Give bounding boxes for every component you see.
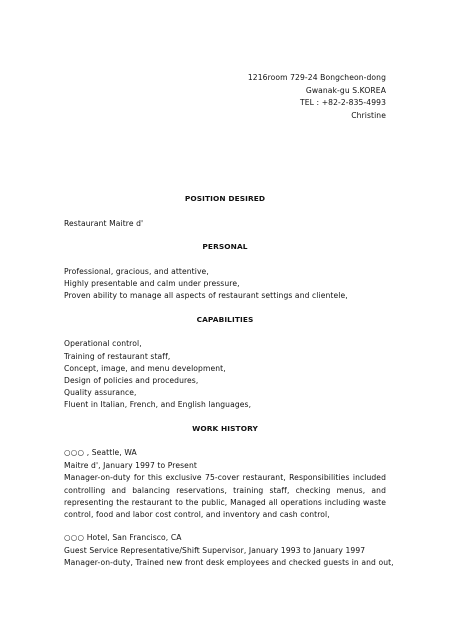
job-description-line: controlling and balancing reservations, training staff, checking menus, and bbox=[64, 486, 386, 495]
capability-line: Concept, image, and menu development, bbox=[64, 364, 226, 373]
address-phone: TEL : +82-2-835-4993 bbox=[300, 98, 386, 107]
position-desired-text: Restaurant Maitre d' bbox=[64, 219, 144, 228]
heading-capabilities: CAPABILITIES bbox=[196, 315, 254, 324]
address-street: 1216room 729-24 Bongcheon-dong bbox=[247, 73, 386, 82]
capability-line: Quality assurance, bbox=[64, 388, 137, 397]
address-name: Christine bbox=[351, 110, 386, 120]
heading-position-desired: POSITION DESIRED bbox=[184, 194, 266, 203]
capability-line: Fluent in Italian, French, and English languages, bbox=[64, 400, 252, 409]
contact-address-block bbox=[248, 72, 386, 122]
heading-personal: PERSONAL bbox=[202, 242, 248, 251]
address-district: Gwanak-gu S.KOREA bbox=[305, 85, 386, 95]
job-description-line: Manager-on-duty, Trained new front desk employees and checked guests in and out, bbox=[64, 558, 394, 567]
personal-line: Highly presentable and calm under pressure, bbox=[64, 279, 240, 288]
job-employer: ○○○ , Seattle, WA bbox=[64, 448, 137, 457]
job-title: Maitre d', January 1997 to Present bbox=[64, 461, 197, 470]
heading-work-history: WORK HISTORY bbox=[192, 424, 258, 433]
job-employer: ○○○ Hotel, San Francisco, CA bbox=[64, 533, 182, 542]
capability-line: Design of policies and procedures, bbox=[64, 376, 199, 385]
job-description-line: Manager-on-duty for this exclusive 75-cover restaurant, Responsibilities included bbox=[64, 473, 386, 482]
job-title: Guest Service Representative/Shift Supervisor, January 1993 to January 1997 bbox=[64, 546, 366, 555]
job-description-line: representing the restaurant to the public, Managed all operations including waste bbox=[64, 498, 386, 507]
personal-line: Proven ability to manage all aspects of restaurant settings and clientele, bbox=[64, 291, 348, 300]
job-description-line: control, food and labor cost control, and inventory and cash control, bbox=[64, 510, 330, 519]
capability-line: Training of restaurant staff, bbox=[64, 352, 171, 361]
capability-line: Operational control, bbox=[64, 339, 142, 348]
personal-line: Professional, gracious, and attentive, bbox=[64, 267, 209, 276]
